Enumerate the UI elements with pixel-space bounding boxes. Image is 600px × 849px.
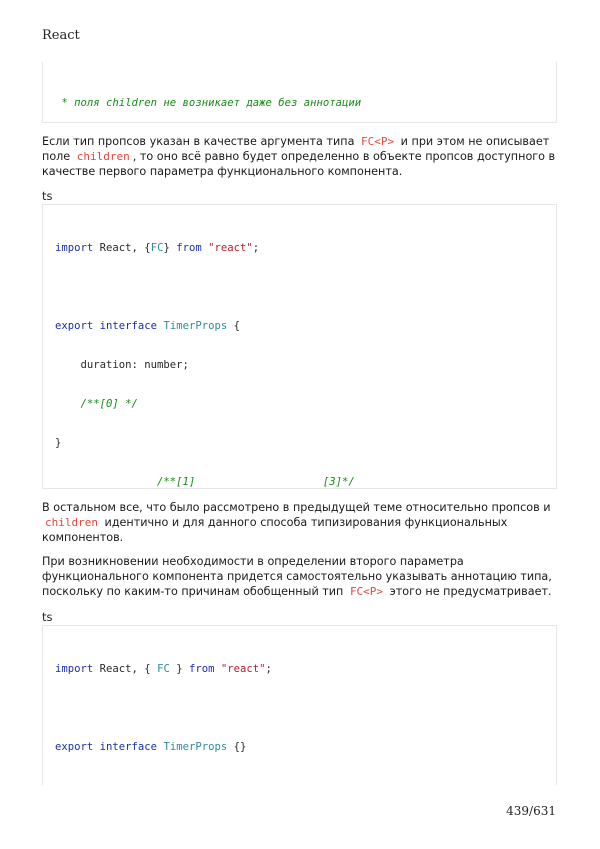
code-block-timer-fc: import React, {FC} from "react"; export interface TimerProps { duration: number; /**[0] */ } /**[1] [3]*/	[42, 204, 557, 489]
paragraph-rest-same: В остальном все, что было рассмотрено в предыдущей теме относительно пропсов и children идентично и для данного способа типизирования функциональных компонентов.	[42, 501, 551, 544]
inline-code: children	[76, 150, 130, 163]
paragraph-props-children: Если тип пропсов указан в качестве аргумента типа FC<P> и при этом не описывает поле children , то оно всё равно будет определенно в объекте пропсов доступного в качестве первого параметра функционального компонента.	[42, 135, 556, 178]
inline-code: FC<P>	[349, 585, 384, 598]
running-header: React	[42, 28, 80, 43]
code-block-timer-ref: import React, { FC } from "react"; export interface TimerProps {}	[42, 625, 557, 785]
inline-code: FC<P>	[360, 135, 395, 148]
code-block-continuation	[42, 62, 557, 123]
code-language-label: ts	[42, 610, 53, 624]
page-number: 439/631	[506, 804, 556, 818]
paragraph-second-param: При возникновении необходимости в определении второго параметра функционального компонента придется самостоятельно указывать аннотацию типа, поскольку по каким-то причинам обобщенный тип FC<P> этого не предусматривает.	[42, 555, 552, 598]
code-language-label: ts	[42, 189, 53, 203]
code-line: * поля children не возникает даже без аннотации	[55, 97, 362, 109]
inline-code: children	[45, 516, 98, 529]
